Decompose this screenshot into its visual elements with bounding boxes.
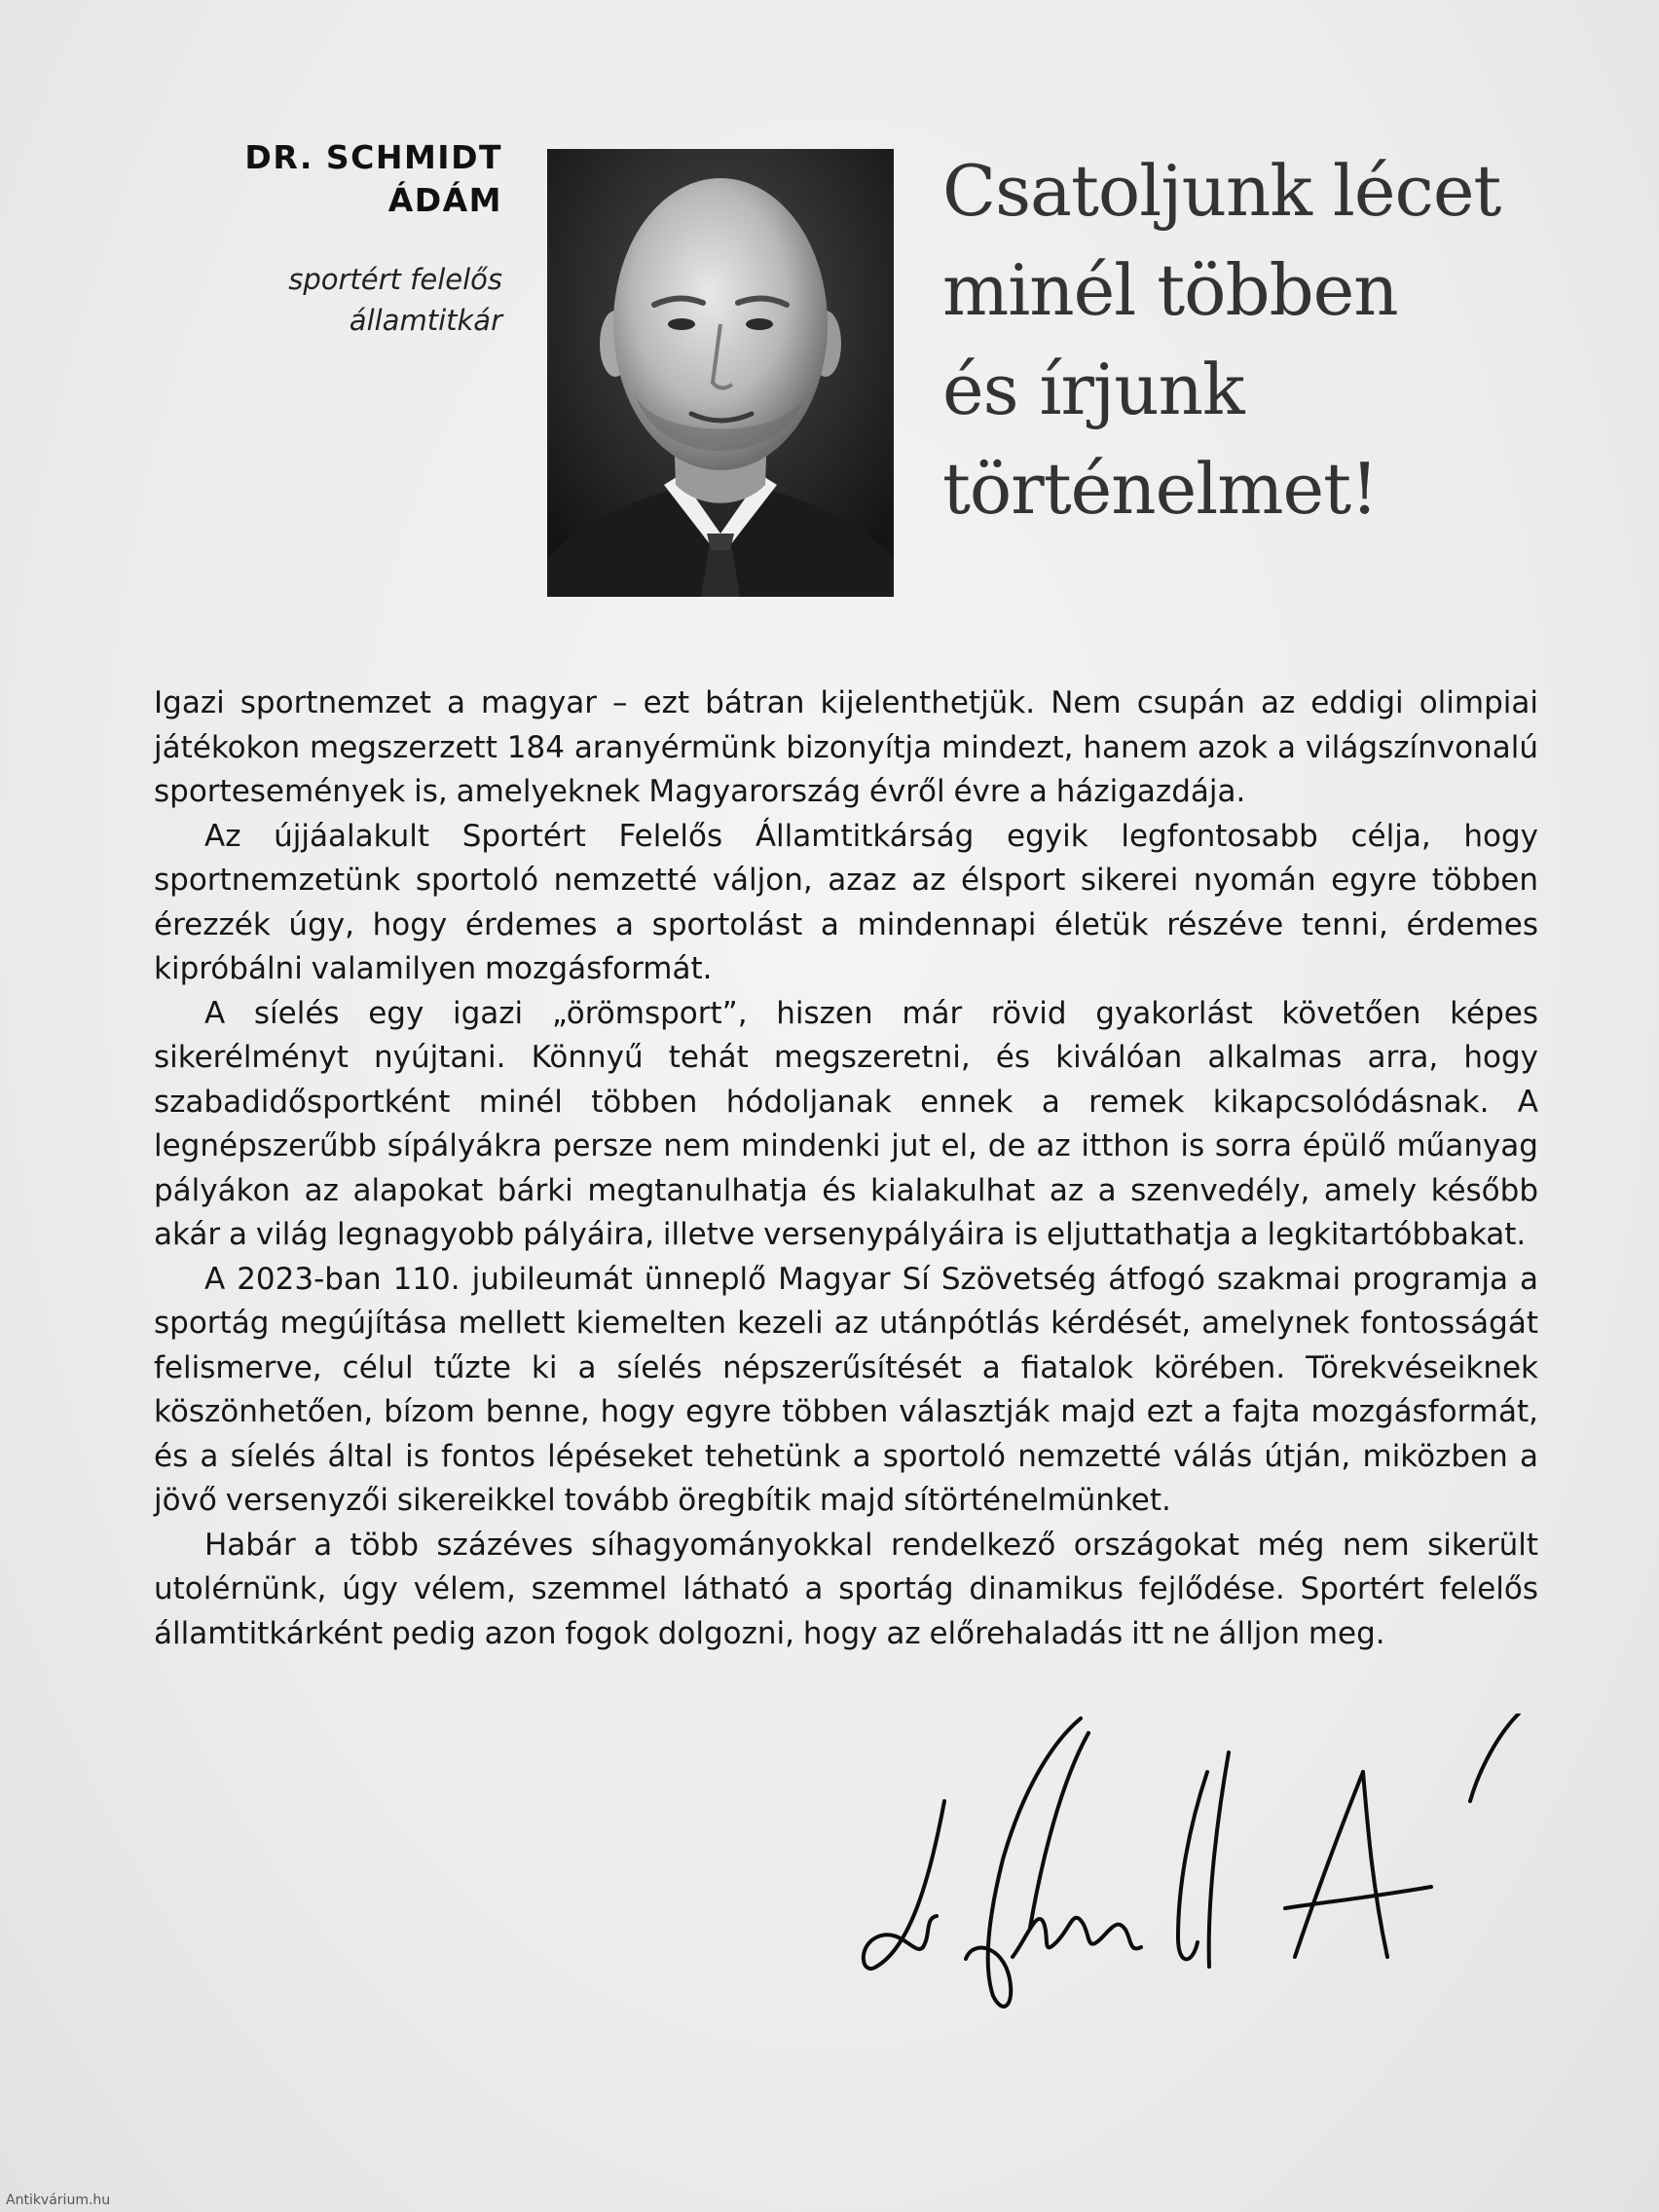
headline-line4: történelmet! — [942, 448, 1378, 530]
headline — [942, 141, 1624, 538]
author-name — [171, 136, 502, 222]
author-name-line1: DR. SCHMIDT — [244, 138, 502, 176]
paragraph-2: Az újjáalakult Sportért Felelős Államtitkárság egyik legfontosabb célja, hogy sportnemzetünk sportoló nemzetté váljon, azaz az élsport sikerei nyomán egyre többen érezzék úgy, hogy érdemes a sportolást a mindennapi életük részéve tenni, érdemes kipróbálni valamilyen mozgásformát. — [154, 818, 1538, 986]
paragraph-1: Igazi sportnemzet a magyar – ezt bátran kijelenthetjük. Nem csupán az eddigi olimpiai játékokon megszerzett 184 aranyérmünk bizonyítja mindezt, hanem azok a világszínvonalú sportesemények is, amelyeknek Magyarország évről évre a házigazdája. — [154, 685, 1538, 809]
headline-line1: Csatoljunk lécet — [942, 150, 1501, 232]
author-role-line2: államtitkár — [349, 304, 502, 337]
headline-line2: minél többen — [942, 249, 1398, 331]
author-block — [171, 136, 502, 341]
author-name-line2: ÁDÁM — [387, 181, 502, 219]
credit-watermark: Antikvárium.hu — [6, 2193, 111, 2208]
author-role — [171, 259, 502, 341]
paragraph-3: A síelés egy igazi „örömsport”, hiszen már rövid gyakorlást követően képes sikerélményt nyújtani. Könnyű tehát megszeretni, és kiválóan alkalmas arra, hogy szabadidősportként minél többen hódoljanak ennek a remek kikapcsolódásnak. A legnépszerűbb sípályákra persze nem mindenki jut el, de az itthon is sorra épülő műanyag pályákon az alapokat bárki megtanulhatja és kialakulhat az a szenvedély, amely később akár a világ legnagyobb pályáira, illetve versenypályáira is eljuttathatja a legkitartóbbakat. — [154, 995, 1538, 1252]
author-portrait-photo — [547, 149, 894, 597]
author-role-line1: sportért felelős — [288, 263, 502, 296]
portrait-icon — [547, 149, 894, 597]
headline-line3: és írjunk — [942, 349, 1244, 430]
article-body — [154, 682, 1538, 1656]
paragraph-5: Habár a több százéves síhagyományokkal rendelkező országokat még nem sikerült utolérnünk, úgy vélem, szemmel látható a sportág dinamikus fejlődése. Sportért felelős államtitkárként pedig azon fogok dolgozni, hogy az előrehaladás itt ne álljon meg. — [154, 1527, 1538, 1651]
paragraph-4: A 2023-ban 110. jubileumát ünneplő Magyar Sí Szövetség átfogó szakmai programja a sportág megújítása mellett kiemelten kezeli az utánpótlás kérdését, amelynek fontosságát felismerve, célul tűzte ki a síelés népszerűsítését a fiatalok körében. Törekvéseiknek köszönhetően, bízom benne, hogy egyre többen választják majd ezt a fajta mozgásformát, és a síelés által is fontos lépéseket tehetünk a sportoló nemzetté válás útján, miközben a jövő versenyzői sikereikkel tovább öregbítik majd sítörténelmünket. — [154, 1261, 1538, 1518]
signature-icon — [857, 1714, 1538, 2035]
